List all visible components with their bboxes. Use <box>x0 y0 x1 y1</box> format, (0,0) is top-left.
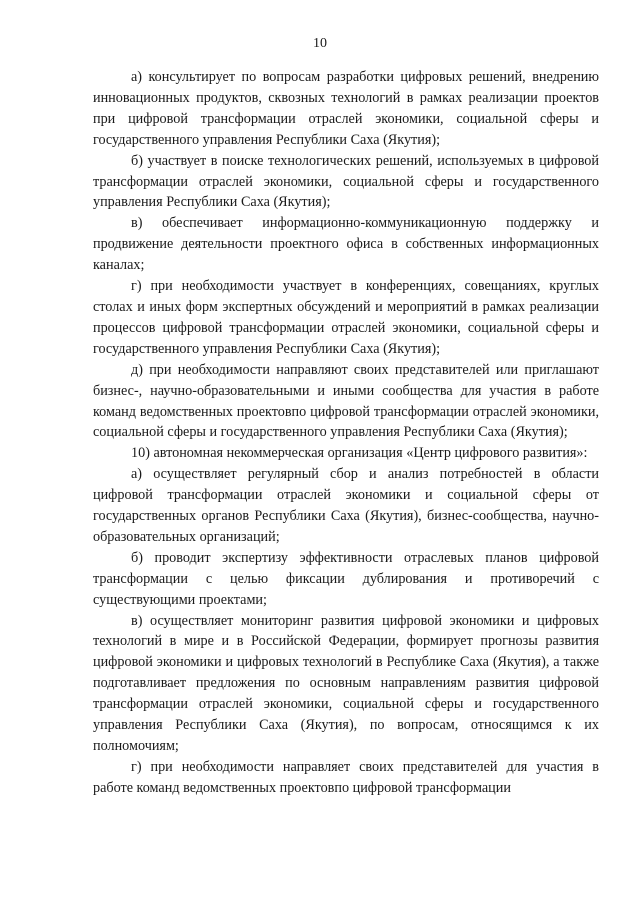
paragraph: г) при необходимости участвует в конференциях, совещаниях, круглых столах и иных форм экспертных обсуждений и мероприятий в рамках реализации процессов цифровой трансформации отраслей экономики, социальной сферы и государственного управления Республики Саха (Якутия); <box>93 278 599 357</box>
paragraph: г) при необходимости направляет своих представителей для участия в работе команд ведомственных проектовпо цифровой трансформации <box>93 758 599 796</box>
paragraph: б) участвует в поиске технологических решений, используемых в цифровой трансформации отраслей экономики, социальной сферы и государственного управления Республики Саха (Якутия); <box>93 152 599 211</box>
paragraph: д) при необходимости направляют своих представителей или приглашают бизнес-, научно-образовательными и иными сообщества для участия в работе команд ведомственных проектовпо цифровой трансформации отраслей экономики, социальной сферы и государственного управления Республики Саха (Якутия); <box>93 361 599 441</box>
paragraph: б) проводит экспертизу эффективности отраслевых планов цифровой трансформации с целью фиксации дублирования и противоречий с существующими проектами; <box>93 549 599 608</box>
paragraph: а) консультирует по вопросам разработки цифровых решений, внедрению инновационных продуктов, сквозных технологий в рамках реализации проектов при цифровой трансформации отраслей экономики, социальной сферы и государственного управления Республики Саха (Якутия); <box>93 69 599 148</box>
page-number: 10 <box>313 36 327 51</box>
paragraph: в) осуществляет мониторинг развития цифровой экономики и цифровых технологий в мире и в Российской Федерации, формирует прогнозы развития цифровой экономики и цифровых технологий в Республике Саха (Якутия), а также подготавливает предложения по основным направлениям развития цифровой трансформации отраслей экономики, социальной сферы и государственного управления Республики Саха (Якутия), по вопросам, относящимся к их полномочиям; <box>93 612 599 754</box>
document-body <box>93 67 599 799</box>
paragraph: а) осуществляет регулярный сбор и анализ потребностей в области цифровой трансформации отраслей экономики и социальной сферы от государственных органов Республики Саха (Якутия), бизнес-сообщества, научно-образовательных организаций; <box>93 466 599 545</box>
paragraph: в) обеспечивает информационно-коммуникационную поддержку и продвижение деятельности проектного офиса в собственных информационных каналах; <box>93 215 599 274</box>
paragraph: 10) автономная некоммерческая организация «Центр цифрового развития»: <box>131 445 588 462</box>
